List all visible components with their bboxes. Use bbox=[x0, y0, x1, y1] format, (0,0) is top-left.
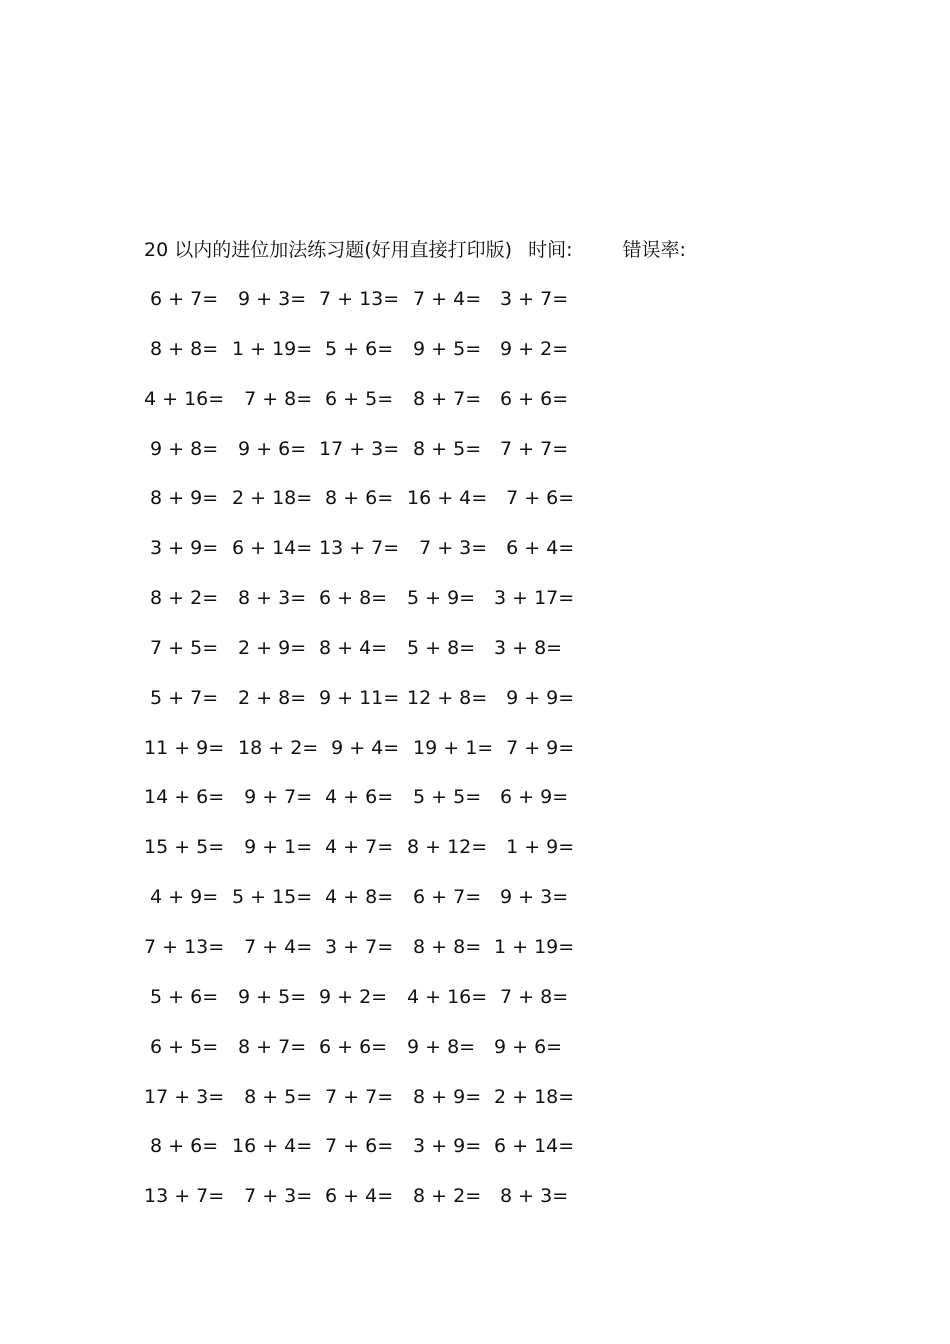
problem-item: 4 + 8= bbox=[319, 886, 394, 909]
problem-item: 5 + 5= bbox=[407, 786, 482, 809]
problem-row bbox=[144, 1083, 604, 1133]
problem-item: 8 + 4= bbox=[319, 636, 388, 659]
problem-row bbox=[144, 285, 604, 335]
problem-item: 13 + 7= bbox=[144, 1185, 225, 1208]
problem-row bbox=[144, 684, 604, 734]
problem-item: 7 + 5= bbox=[144, 636, 219, 659]
problem-item: 7 + 3= bbox=[232, 1185, 313, 1208]
problem-item: 6 + 14= bbox=[494, 1135, 575, 1158]
problem-item: 12 + 8= bbox=[407, 686, 488, 709]
problem-item: 9 + 2= bbox=[319, 985, 388, 1008]
problem-item: 3 + 9= bbox=[407, 1135, 482, 1158]
problem-item: 6 + 7= bbox=[407, 886, 482, 909]
problem-item: 9 + 4= bbox=[319, 736, 400, 759]
problem-item: 9 + 8= bbox=[144, 437, 219, 460]
problem-row bbox=[144, 385, 604, 435]
problem-item: 7 + 4= bbox=[407, 288, 482, 310]
problem-item: 6 + 8= bbox=[319, 587, 388, 610]
problem-row bbox=[144, 435, 604, 485]
problem-item: 8 + 2= bbox=[144, 587, 219, 610]
problem-item: 7 + 6= bbox=[494, 487, 575, 510]
problem-item: 7 + 8= bbox=[494, 985, 569, 1008]
problem-item: 5 + 8= bbox=[407, 636, 476, 659]
problem-item: 9 + 5= bbox=[407, 337, 482, 360]
problem-item: 11 + 9= bbox=[144, 736, 225, 759]
problem-item: 8 + 2= bbox=[407, 1185, 482, 1208]
problem-item: 16 + 4= bbox=[232, 1135, 313, 1158]
problem-item: 4 + 16= bbox=[407, 985, 488, 1008]
problem-item: 6 + 14= bbox=[232, 537, 313, 560]
problem-item: 9 + 3= bbox=[232, 288, 307, 310]
problem-item: 8 + 5= bbox=[407, 437, 482, 460]
problem-item: 7 + 3= bbox=[407, 537, 488, 560]
problem-item: 7 + 13= bbox=[144, 935, 225, 958]
problem-item: 1 + 9= bbox=[494, 836, 575, 859]
problem-item: 9 + 6= bbox=[232, 437, 307, 460]
problem-item: 9 + 11= bbox=[319, 686, 400, 709]
problem-item: 5 + 15= bbox=[232, 886, 313, 909]
problem-item: 8 + 6= bbox=[319, 487, 394, 510]
problem-item: 13 + 7= bbox=[319, 537, 400, 560]
problem-item: 2 + 18= bbox=[494, 1085, 575, 1108]
problem-item: 8 + 9= bbox=[407, 1085, 482, 1108]
problem-row bbox=[144, 783, 604, 833]
problem-item: 4 + 7= bbox=[319, 836, 394, 859]
problem-item: 6 + 9= bbox=[494, 786, 569, 809]
problem-item: 18 + 2= bbox=[232, 736, 319, 759]
problem-item: 8 + 7= bbox=[232, 1035, 307, 1058]
problem-item: 7 + 7= bbox=[494, 437, 569, 460]
worksheet-header bbox=[144, 236, 686, 264]
worksheet-title: 20 以内的进位加法练习题(好用直接打印版) bbox=[144, 239, 513, 261]
problem-item: 6 + 4= bbox=[319, 1185, 394, 1208]
problem-item: 4 + 16= bbox=[144, 387, 225, 410]
problem-item: 9 + 7= bbox=[232, 786, 313, 809]
problem-item: 8 + 7= bbox=[407, 387, 482, 410]
problem-item: 8 + 12= bbox=[407, 836, 488, 859]
problem-item: 6 + 5= bbox=[319, 387, 394, 410]
problem-item: 5 + 7= bbox=[144, 686, 219, 709]
problem-item: 9 + 3= bbox=[494, 886, 569, 909]
problem-row bbox=[144, 1132, 604, 1182]
problem-item: 5 + 6= bbox=[319, 337, 394, 360]
problem-item: 3 + 7= bbox=[494, 288, 569, 310]
problem-item: 7 + 4= bbox=[232, 935, 313, 958]
problem-item: 8 + 8= bbox=[144, 337, 219, 360]
problem-item: 9 + 9= bbox=[494, 686, 575, 709]
problem-item: 7 + 8= bbox=[232, 387, 313, 410]
problem-row bbox=[144, 534, 604, 584]
problem-item: 8 + 9= bbox=[144, 487, 219, 510]
problem-item: 9 + 8= bbox=[407, 1035, 476, 1058]
problem-item: 4 + 6= bbox=[319, 786, 394, 809]
problem-item: 8 + 6= bbox=[144, 1135, 219, 1158]
problem-item: 2 + 8= bbox=[232, 686, 307, 709]
problem-item: 8 + 3= bbox=[232, 587, 307, 610]
problem-item: 3 + 17= bbox=[494, 587, 575, 610]
problem-row bbox=[144, 734, 604, 784]
problem-item: 17 + 3= bbox=[319, 437, 400, 460]
problem-item: 6 + 7= bbox=[144, 288, 219, 310]
problem-item: 9 + 2= bbox=[494, 337, 569, 360]
problem-item: 6 + 6= bbox=[494, 387, 569, 410]
problem-item: 5 + 6= bbox=[144, 985, 219, 1008]
problem-item: 3 + 8= bbox=[494, 636, 563, 659]
problem-item: 8 + 8= bbox=[407, 935, 482, 958]
problem-item: 15 + 5= bbox=[144, 836, 225, 859]
problem-item: 6 + 4= bbox=[494, 537, 575, 560]
problem-row bbox=[144, 484, 604, 534]
problem-item: 7 + 9= bbox=[494, 736, 575, 759]
problem-item: 3 + 7= bbox=[319, 935, 394, 958]
problem-item: 17 + 3= bbox=[144, 1085, 225, 1108]
problem-item: 8 + 5= bbox=[232, 1085, 313, 1108]
problem-item: 6 + 6= bbox=[319, 1035, 388, 1058]
problem-item: 1 + 19= bbox=[232, 337, 313, 360]
problem-item: 4 + 9= bbox=[144, 886, 219, 909]
problem-item: 8 + 3= bbox=[494, 1185, 569, 1208]
problem-row bbox=[144, 1182, 604, 1232]
problem-item: 9 + 1= bbox=[232, 836, 313, 859]
problem-item: 9 + 6= bbox=[494, 1035, 563, 1058]
problem-item: 7 + 13= bbox=[319, 288, 400, 310]
problem-item: 19 + 1= bbox=[407, 736, 494, 759]
problem-row bbox=[144, 1033, 604, 1083]
problem-row bbox=[144, 584, 604, 634]
problem-row bbox=[144, 983, 604, 1033]
problem-item: 2 + 18= bbox=[232, 487, 313, 510]
problem-item: 2 + 9= bbox=[232, 636, 307, 659]
problem-item: 14 + 6= bbox=[144, 786, 225, 809]
problem-item: 5 + 9= bbox=[407, 587, 476, 610]
problem-item: 1 + 19= bbox=[494, 935, 575, 958]
error-rate-label: 错误率: bbox=[622, 239, 686, 261]
problem-row bbox=[144, 933, 604, 983]
problem-item: 7 + 7= bbox=[319, 1085, 394, 1108]
problem-item: 16 + 4= bbox=[407, 487, 488, 510]
problem-item: 3 + 9= bbox=[144, 537, 219, 560]
problem-item: 7 + 6= bbox=[319, 1135, 394, 1158]
problem-row bbox=[144, 833, 604, 883]
problem-row bbox=[144, 634, 604, 684]
problem-grid bbox=[144, 285, 604, 1232]
problem-item: 9 + 5= bbox=[232, 985, 307, 1008]
problem-row bbox=[144, 335, 604, 385]
problem-row bbox=[144, 883, 604, 933]
time-label: 时间: bbox=[528, 239, 573, 261]
problem-item: 6 + 5= bbox=[144, 1035, 219, 1058]
